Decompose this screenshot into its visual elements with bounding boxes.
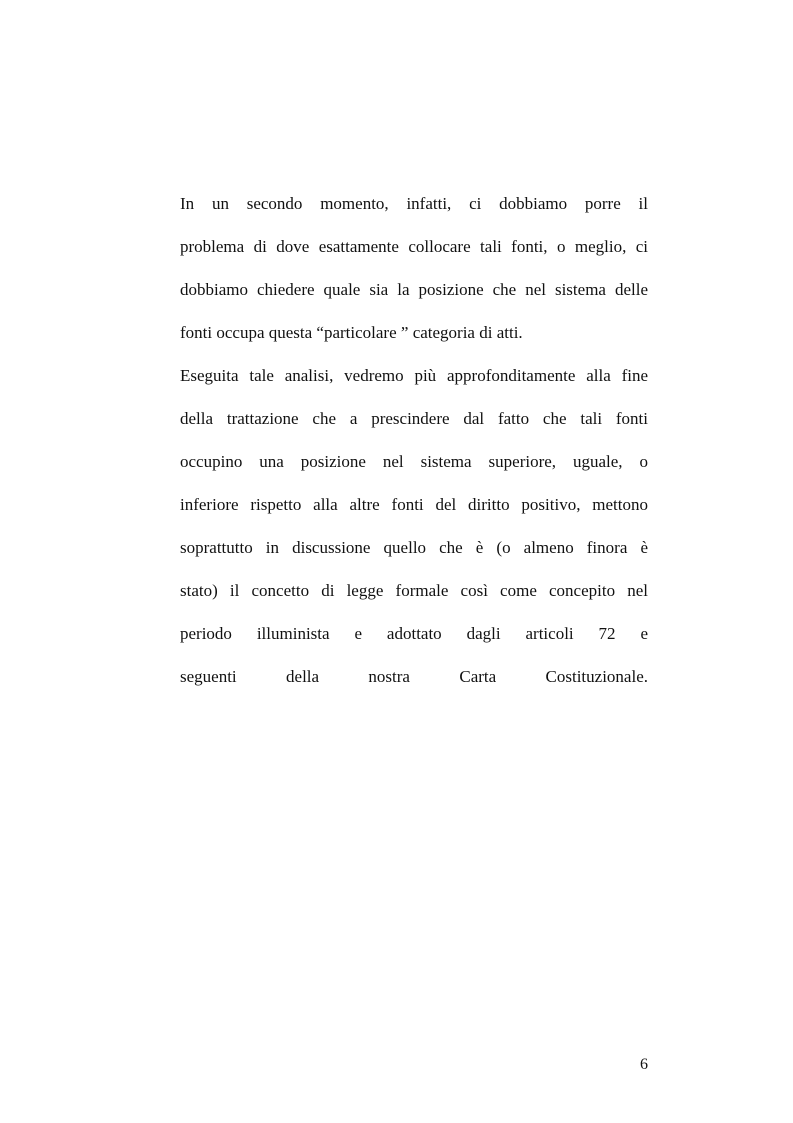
- text-line: fonti occupa questa “particolare ” categoria di atti.: [180, 323, 523, 342]
- text-line: occupino una posizione nel sistema superiore, uguale, o: [180, 452, 648, 471]
- text-line: In un secondo momento, infatti, ci dobbiamo porre il: [180, 194, 648, 213]
- text-line: stato) il concetto di legge formale così come concepito nel: [180, 581, 648, 600]
- text-line: della trattazione che a prescindere dal fatto che tali fonti: [180, 409, 648, 428]
- text-line: periodo illuminista e adottato dagli articoli 72 e: [180, 624, 648, 643]
- paragraph-1: [180, 182, 648, 354]
- paragraph-2: [180, 354, 648, 698]
- text-line: Eseguita tale analisi, vedremo più approfonditamente alla fine: [180, 366, 648, 385]
- text-line: soprattutto in discussione quello che è (o almeno finora è: [180, 538, 648, 557]
- text-line: seguenti della nostra Carta Costituzionale.: [180, 667, 648, 686]
- text-line: dobbiamo chiedere quale sia la posizione che nel sistema delle: [180, 280, 648, 299]
- body-text: [180, 182, 648, 698]
- text-line: problema di dove esattamente collocare tali fonti, o meglio, ci: [180, 237, 648, 256]
- text-line: inferiore rispetto alla altre fonti del diritto positivo, mettono: [180, 495, 648, 514]
- page-number: 6: [640, 1056, 648, 1073]
